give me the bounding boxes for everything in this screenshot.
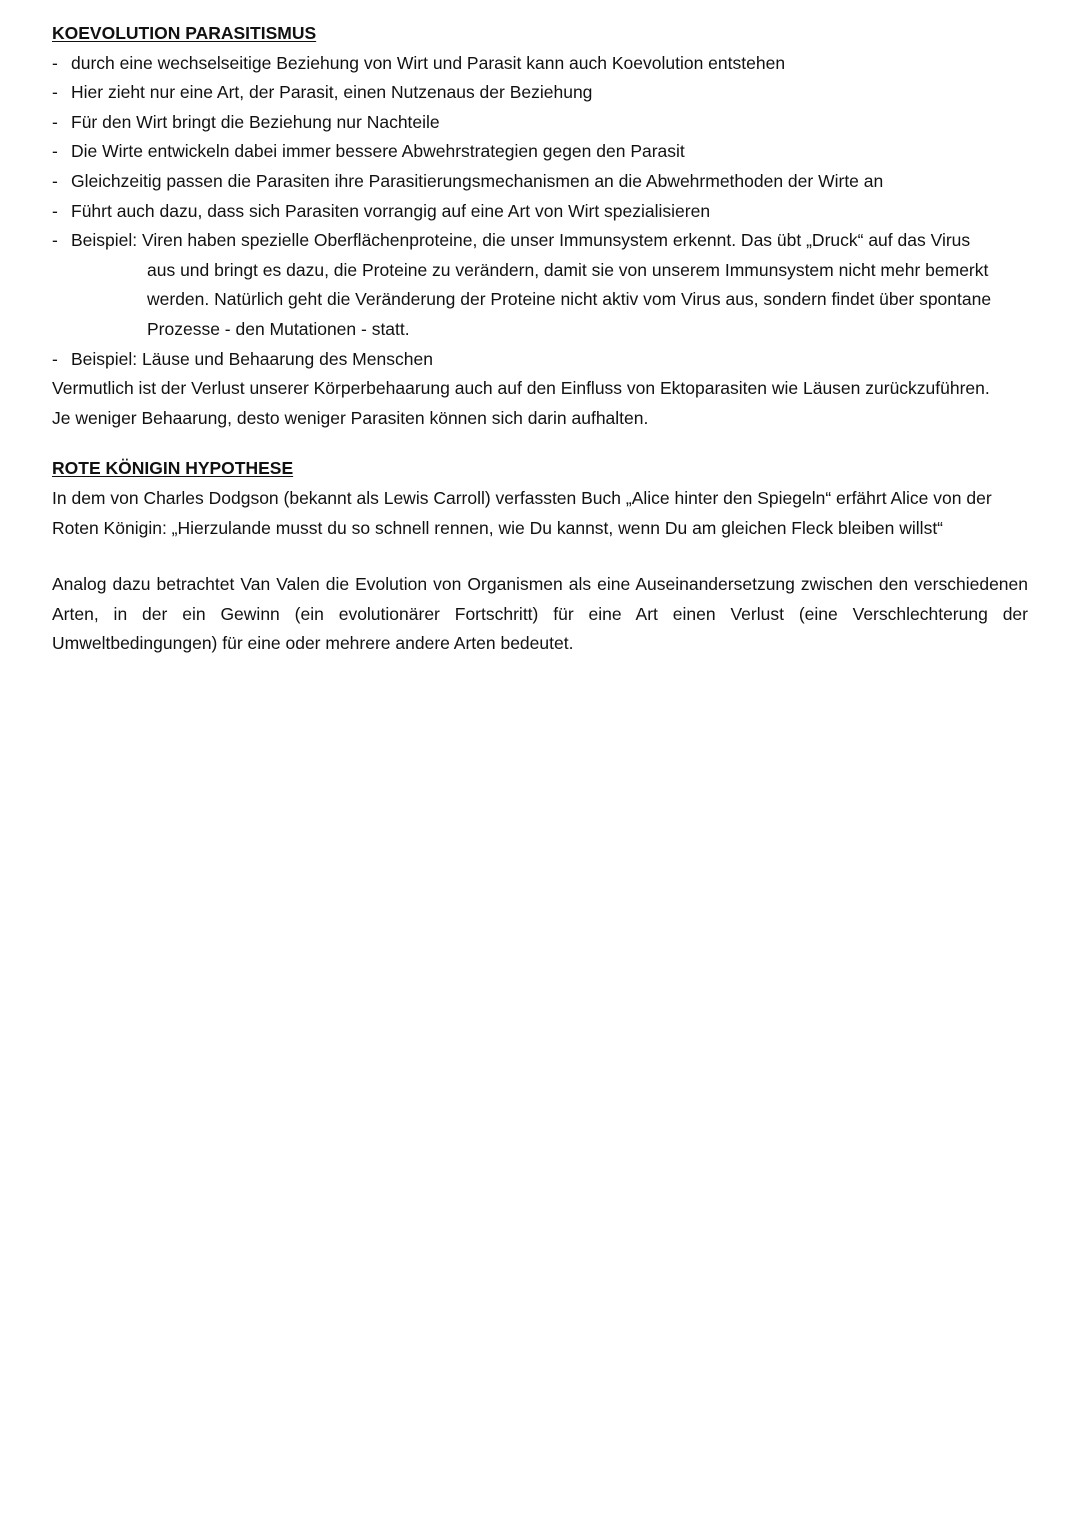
dash-bullet: - bbox=[52, 348, 58, 369]
dash-bullet: - bbox=[52, 141, 58, 162]
dash-bullet: - bbox=[52, 82, 58, 103]
paragraph-body-hair-line-1: Vermutlich ist der Verlust unserer Körperbehaarung auch auf den Einfluss von Ektoparasiten wie Läusen zurückzuführen. bbox=[52, 378, 990, 399]
dash-bullet: - bbox=[52, 230, 58, 251]
example-virus-line-1: Viren haben spezielle Oberflächenproteine, die unser Immunsystem erkennt. Das übt „Druck“ auf das Virus bbox=[142, 230, 971, 251]
list-item-text: Für den Wirt bringt die Beziehung nur Nachteile bbox=[71, 111, 440, 132]
list-item-text: Gleichzeitig passen die Parasiten ihre Parasitierungsmechanismen an die Abwehrmethoden der Wirte an bbox=[71, 170, 884, 191]
example-lice-item bbox=[52, 345, 1028, 375]
paragraph-body-hair-line-2: Je weniger Behaarung, desto weniger Parasiten können sich darin aufhalten. bbox=[52, 407, 649, 428]
dash-bullet: - bbox=[52, 111, 58, 132]
list-item bbox=[52, 167, 1028, 197]
koevolution-bullet-list bbox=[52, 49, 1028, 375]
dash-bullet: - bbox=[52, 52, 58, 73]
dash-bullet: - bbox=[52, 200, 58, 221]
document-page bbox=[52, 19, 1028, 659]
example-virus-line-4: Prozesse - den Mutationen - statt. bbox=[147, 318, 410, 339]
example-label: Beispiel: bbox=[71, 230, 138, 251]
list-item-text: Beispiel: Läuse und Behaarung des Menschen bbox=[71, 348, 433, 369]
paragraph-alice-line-2: Roten Königin: „Hierzulande musst du so schnell rennen, wie Du kannst, wenn Du am gleichen Fleck bleiben willst“ bbox=[52, 517, 944, 538]
list-item bbox=[52, 137, 1028, 167]
example-virus-line-3: werden. Natürlich geht die Veränderung der Proteine nicht aktiv vom Virus aus, sondern findet über spontane bbox=[147, 289, 992, 310]
list-item bbox=[52, 49, 1028, 79]
example-virus-item bbox=[52, 226, 1028, 344]
dash-bullet: - bbox=[52, 170, 58, 191]
list-item-text: Die Wirte entwickeln dabei immer bessere Abwehrstrategien gegen den Parasit bbox=[71, 141, 685, 162]
section-spacer bbox=[52, 433, 1028, 454]
example-virus-line-2: aus und bringt es dazu, die Proteine zu verändern, damit sie von unserem Immunsystem nicht mehr bemerkt bbox=[147, 259, 989, 280]
paragraph-alice-line-1: In dem von Charles Dodgson (bekannt als Lewis Carroll) verfassten Buch „Alice hinter den Spiegeln“ erfährt Alice von der bbox=[52, 487, 992, 508]
section-heading-rote-koenigin: ROTE KÖNIGIN HYPOTHESE bbox=[52, 458, 294, 479]
list-item bbox=[52, 78, 1028, 108]
list-item-text: Führt auch dazu, dass sich Parasiten vorrangig auf eine Art von Wirt spezialisieren bbox=[71, 200, 711, 221]
paragraph-van-valen: Analog dazu betrachtet Van Valen die Evolution von Organismen als eine Auseinandersetzung zwischen den verschiedenen Arten, in der ein Gewinn (ein evolutionärer Fortschritt) für eine Art einen Verlust (eine Verschlechterung der Umweltbedingungen) für eine oder mehrere andere Arten bedeutet. bbox=[52, 574, 1028, 654]
paragraph-spacer bbox=[52, 543, 1028, 570]
list-item bbox=[52, 197, 1028, 227]
list-item bbox=[52, 108, 1028, 138]
list-item-text: Hier zieht nur eine Art, der Parasit, einen Nutzenaus der Beziehung bbox=[71, 82, 593, 103]
list-item-text: durch eine wechselseitige Beziehung von Wirt und Parasit kann auch Koevolution entstehen bbox=[71, 52, 786, 73]
section-heading-koevolution: KOEVOLUTION PARASITISMUS bbox=[52, 23, 317, 43]
